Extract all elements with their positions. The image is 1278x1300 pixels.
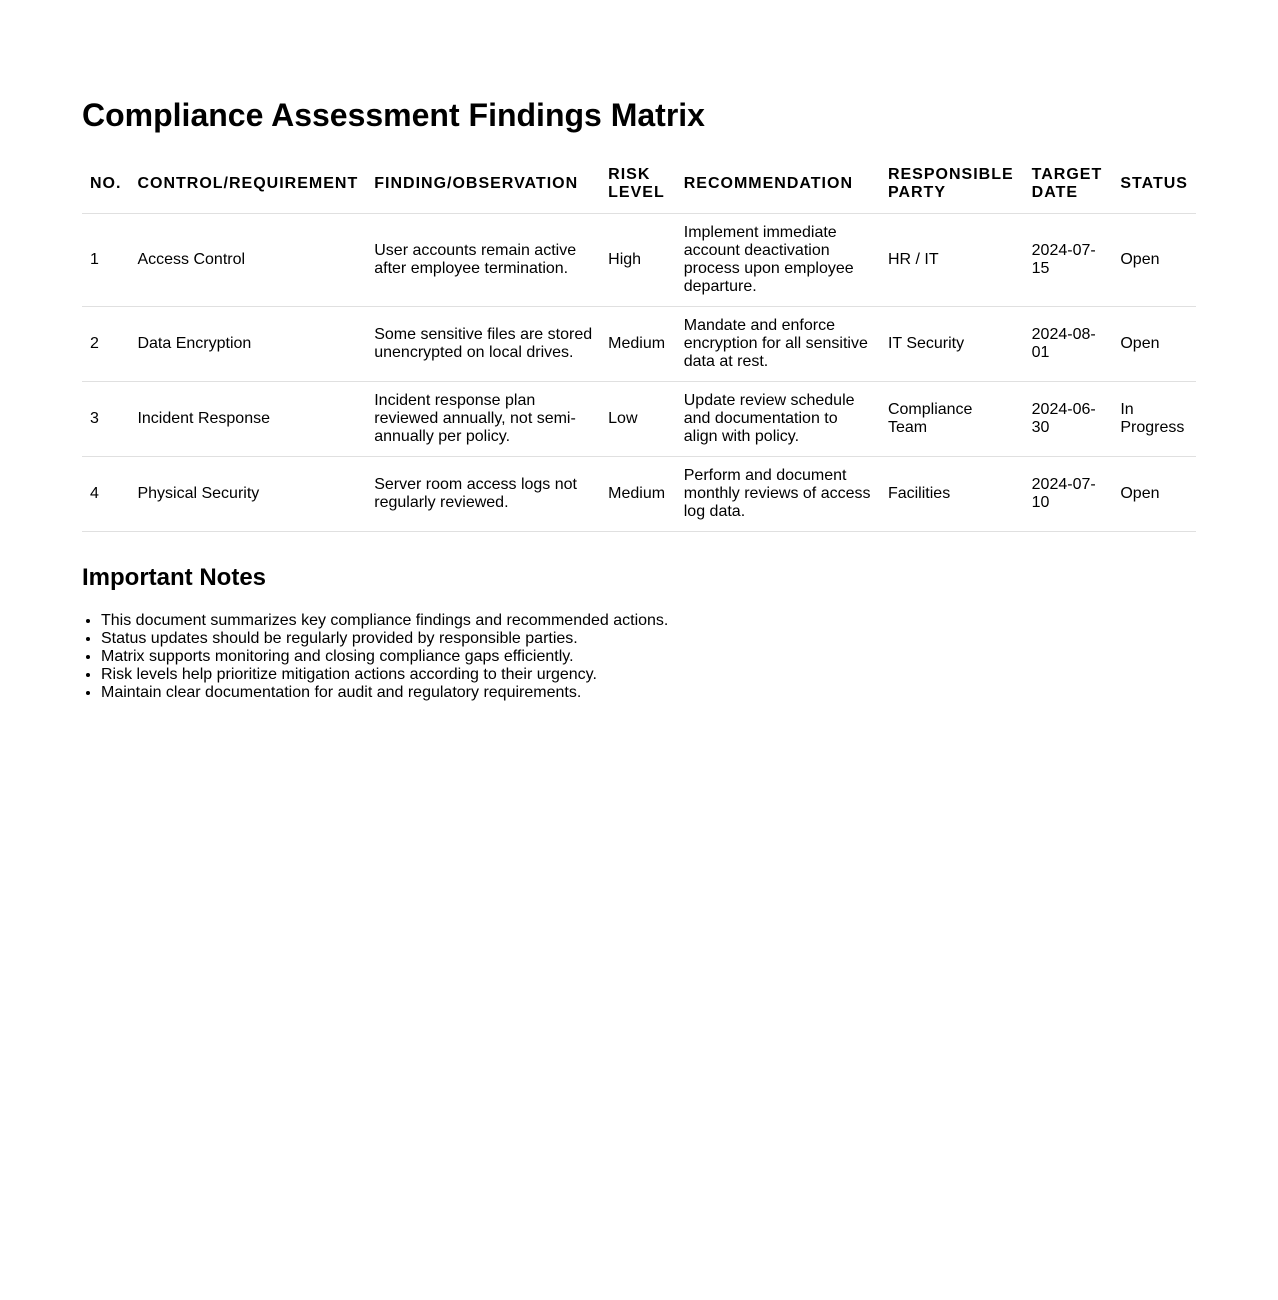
cell-responsible-party: IT Security [880,307,1024,382]
cell-target-date: 2024-07-10 [1024,457,1113,532]
cell-control-requirement: Data Encryption [129,307,366,382]
cell-no: 2 [82,307,129,382]
cell-responsible-party: HR / IT [880,214,1024,307]
header-risk-level: RISK LEVEL [600,156,676,214]
cell-control-requirement: Physical Security [129,457,366,532]
cell-recommendation: Mandate and enforce encryption for all sensitive data at rest. [676,307,880,382]
cell-finding-observation: User accounts remain active after employee termination. [366,214,600,307]
cell-status: Open [1112,307,1196,382]
findings-matrix-table [82,156,1196,532]
cell-status: Open [1112,457,1196,532]
cell-finding-observation: Server room access logs not regularly reviewed. [366,457,600,532]
cell-control-requirement: Incident Response [129,382,366,457]
header-responsible-party: RESPONSIBLE PARTY [880,156,1024,214]
cell-control-requirement: Access Control [129,214,366,307]
table-row [82,307,1196,382]
cell-risk-level: High [600,214,676,307]
list-item: • Risk levels help prioritize mitigation actions according to their urgency. [101,666,1196,684]
cell-responsible-party: Facilities [880,457,1024,532]
list-item: • Matrix supports monitoring and closing compliance gaps efficiently. [101,648,1196,666]
cell-target-date: 2024-07-15 [1024,214,1113,307]
list-item: • This document summarizes key compliance findings and recommended actions. [101,612,1196,630]
cell-recommendation: Update review schedule and documentation to align with policy. [676,382,880,457]
header-control-requirement: CONTROL/REQUIREMENT [129,156,366,214]
cell-risk-level: Medium [600,307,676,382]
cell-status: In Progress [1112,382,1196,457]
table-row [82,457,1196,532]
document-page [82,96,1196,702]
notes-list [82,612,1196,702]
cell-finding-observation: Some sensitive files are stored unencrypted on local drives. [366,307,600,382]
cell-status: Open [1112,214,1196,307]
table-header-row [82,156,1196,214]
header-no: NO. [82,156,129,214]
list-item: • Maintain clear documentation for audit and regulatory requirements. [101,684,1196,702]
cell-no: 3 [82,382,129,457]
cell-recommendation: Perform and document monthly reviews of access log data. [676,457,880,532]
list-item: • Status updates should be regularly provided by responsible parties. [101,630,1196,648]
cell-target-date: 2024-08-01 [1024,307,1113,382]
cell-target-date: 2024-06-30 [1024,382,1113,457]
cell-finding-observation: Incident response plan reviewed annually, not semi-annually per policy. [366,382,600,457]
header-status: STATUS [1112,156,1196,214]
cell-recommendation: Implement immediate account deactivation process upon employee departure. [676,214,880,307]
cell-risk-level: Low [600,382,676,457]
cell-no: 1 [82,214,129,307]
header-recommendation: RECOMMENDATION [676,156,880,214]
header-target-date: TARGET DATE [1024,156,1113,214]
table-row [82,382,1196,457]
notes-heading: Important Notes [82,564,267,591]
page-title: Compliance Assessment Findings Matrix [82,97,705,133]
cell-risk-level: Medium [600,457,676,532]
table-row [82,214,1196,307]
header-finding-observation: FINDING/OBSERVATION [366,156,600,214]
cell-no: 4 [82,457,129,532]
cell-responsible-party: Compliance Team [880,382,1024,457]
